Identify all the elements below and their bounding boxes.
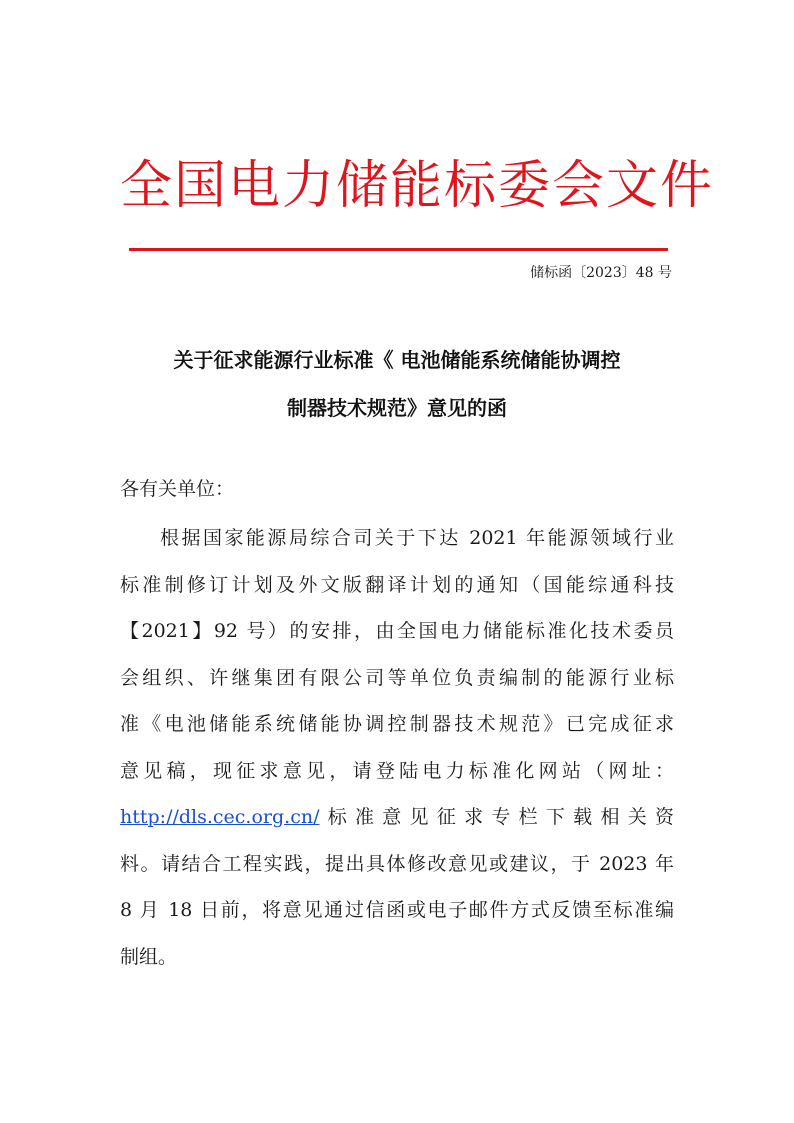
body-line: 【2021】92 号）的安排，由全国电力储能标准化技术委员 [120,620,674,642]
letterhead-divider [129,248,668,251]
body-line: 会组织、许继集团有限公司等单位负责编制的能源行业标 [120,666,674,689]
body-line-with-link [120,799,674,846]
body-line: 准《电池储能系统储能协调控制器技术规范》已完成征求 [120,713,674,735]
body-line: 制组。 [120,945,178,968]
website-link[interactable]: http://dls.cec.org.cn/ [120,806,320,828]
body-line: 料。请结合工程实践，提出具体修改意见或建议，于 2023 年 [120,852,674,875]
document-title [118,336,676,432]
body-paragraph [120,520,674,985]
body-line: 标准制修订计划及外文版翻译计划的通知（国能综通科技 [120,573,674,596]
letterhead-title: 全国电力储能标委会文件 [120,156,715,216]
salutation: 各有关单位： [120,478,235,500]
document-title-line-1: 关于征求能源行业标准《 电池储能系统储能协调控 [173,348,621,372]
body-line: 8 月 18 日前，将意见通过信函或电子邮件方式反馈至标准编 [120,899,674,921]
body-line: 根据国家能源局综合司关于下达 2021 年能源领域行业 [160,527,674,549]
document-number: 储标函〔2023〕48 号 [530,265,672,281]
body-line: 意见稿，现征求意见，请登陆电力标准化网站（网址： [120,759,674,782]
document-title-line-2: 制器技术规范》意见的函 [287,396,507,420]
body-line-link-suffix: 标准意见征求专栏下载相关资 [319,806,674,828]
